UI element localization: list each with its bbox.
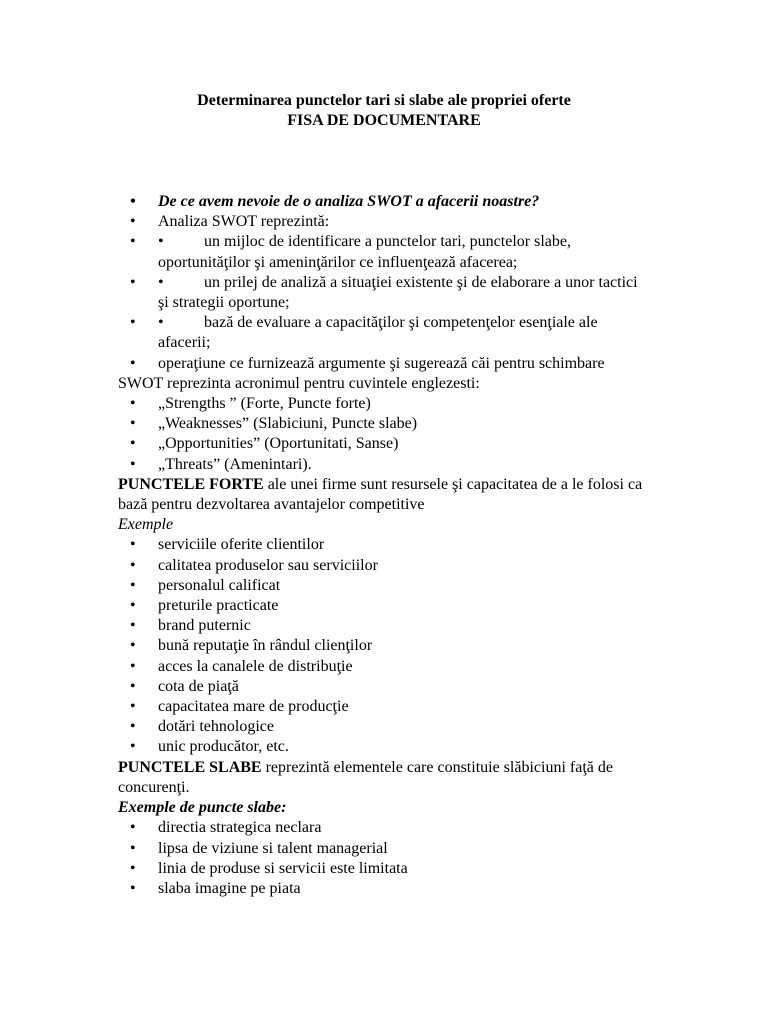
list-item: • directia strategica neclara (118, 818, 648, 838)
list-item: • calitatea produselor sau serviciilor (118, 556, 648, 576)
list-item: • serviciile oferite clientilor (118, 535, 648, 555)
swot-role: bază de evaluare a capacităţilor şi competenţelor esenţiale ale afacerii; (158, 314, 598, 352)
document-title: Determinarea punctelor tari si slabe ale propriei oferte (197, 92, 571, 109)
swot-intro-list (118, 192, 648, 374)
list-item (118, 273, 648, 313)
weaknesses-paragraph (118, 758, 648, 798)
list-item (118, 232, 648, 272)
strengths-heading: PUNCTELE FORTE (118, 475, 264, 493)
list-item: • cota de piaţă (118, 677, 648, 697)
list-item: • bună reputaţie în rândul clienţilor (118, 636, 648, 656)
weaknesses-description: reprezintă elementele care constituie slăbiciuni faţă de concurenţi. (118, 758, 613, 796)
swot-question: De ce avem nevoie de o analiza SWOT a afacerii noastre? (158, 193, 540, 210)
list-item: • lipsa de viziune si talent managerial (118, 839, 648, 859)
inner-bullet: • (158, 233, 164, 251)
swot-role: un prilej de analiză a situaţiei existente şi de elaborare a unor tactici şi strategii oportune; (158, 273, 638, 312)
strengths-paragraph (118, 475, 648, 515)
document-body (118, 192, 648, 899)
list-item: • personalul calificat (118, 576, 648, 596)
strengths-examples-list (118, 535, 648, 757)
acronym-intro: SWOT reprezinta acronimul pentru cuvintele englezesti: (118, 374, 480, 392)
list-item (118, 354, 648, 374)
list-item: • preturile practicate (118, 596, 648, 616)
swot-role: operaţiune ce furnizează argumente şi sugerează căi pentru schimbare (158, 354, 605, 372)
swot-role: un mijloc de identificare a punctelor tari, punctelor slabe, oportunităţilor şi ameninţărilor ce influenţează afacerea; (158, 233, 571, 271)
strengths-description: ale unei firme sunt resursele şi capacitatea de a le folosi ca bază pentru dezvoltarea avantajelor competitive (118, 475, 643, 514)
list-item: • „Weaknesses” (Slabiciuni, Puncte slabe) (118, 414, 648, 434)
list-item: • linia de produse si servicii este limitata (118, 859, 648, 879)
inner-bullet: • (158, 314, 164, 332)
weaknesses-examples-label: Exemple de puncte slabe: (118, 799, 287, 817)
strengths-examples-label: Exemple (118, 516, 174, 534)
swot-represents-label: Analiza SWOT reprezintă: (158, 213, 330, 231)
list-item: • dotări tehnologice (118, 717, 648, 737)
weaknesses-examples-list (118, 818, 648, 899)
list-item: • capacitatea mare de producţie (118, 697, 648, 717)
list-item: • brand puternic (118, 616, 648, 636)
list-item (118, 313, 648, 353)
inner-bullet: • (158, 273, 164, 291)
list-item: • acces la canalele de distribuţie (118, 657, 648, 677)
list-item: • unic producător, etc. (118, 737, 648, 757)
list-item: • „Threats” (Amenintari). (118, 455, 648, 475)
list-item: • „Opportunities” (Oportunitati, Sanse) (118, 434, 648, 454)
weaknesses-heading: PUNCTELE SLABE (118, 758, 262, 776)
acronym-list (118, 394, 648, 475)
list-item: • „Strengths ” (Forte, Puncte forte) (118, 394, 648, 414)
list-item (118, 212, 648, 232)
list-item (118, 192, 648, 212)
list-item: • slaba imagine pe piata (118, 879, 648, 899)
document-subtitle: FISA DE DOCUMENTARE (287, 112, 481, 129)
